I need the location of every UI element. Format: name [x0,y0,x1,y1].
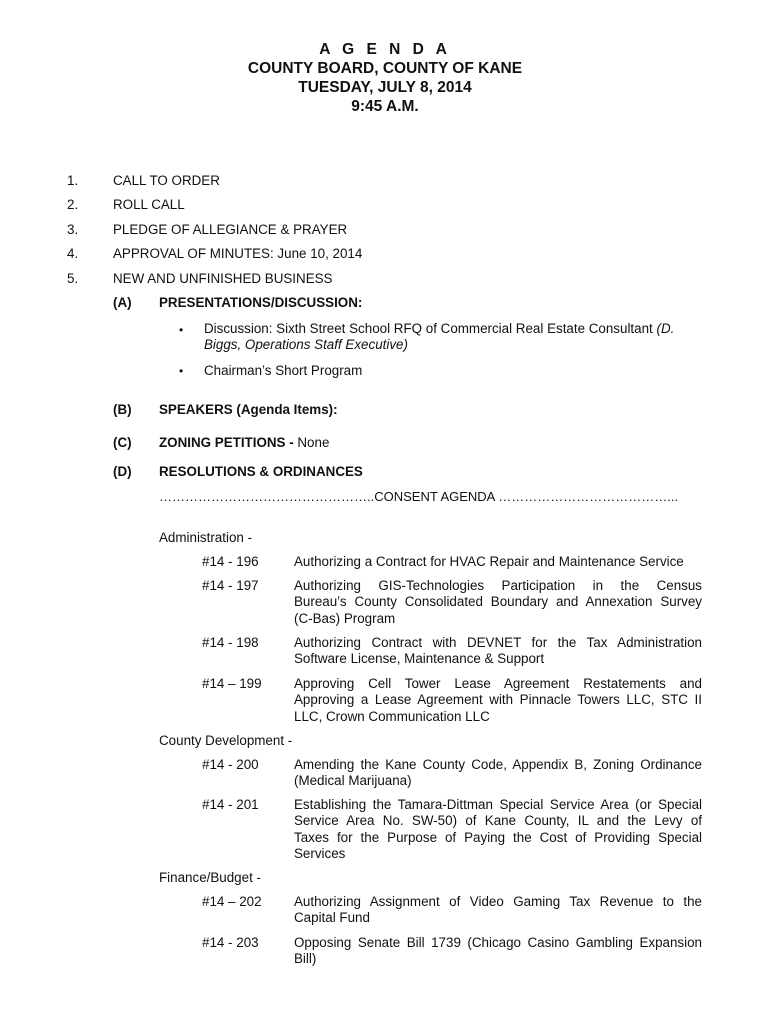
description-line: Approving a Lease Agreement with Pinnacle Towers LLC, STC II [294,692,702,708]
item-number: 2. [67,197,79,212]
consent-agenda-heading: …………………………………………..CONSENT AGENDA …………………………………... [159,489,679,504]
description-line: (C-Bas) Program [294,610,396,626]
description-line: Bureau’s County Consolidated Boundary and Annexation Survey [294,594,702,610]
description-line: LLC, Crown Communication LLC [294,708,490,724]
category-label: County Development - [159,733,293,748]
description-line: Establishing the Tamara-Dittman Special Service Area (or Special [294,797,702,812]
item-text: ROLL CALL [113,197,185,212]
description-line: (Medical Marijuana) [294,773,412,789]
description-line: Opposing Senate Bill 1739 (Chicago Casino Gambling Expansion [294,935,702,950]
item-text: NEW AND UNFINISHED BUSINESS [113,271,333,286]
subsection-letter: (B) [113,402,132,417]
description-line: Software License, Maintenance & Support [294,651,545,667]
resolution-description [294,757,702,790]
resolution-description [294,894,702,927]
item-text: PLEDGE OF ALLEGIANCE & PRAYER [113,222,348,237]
board-name: COUNTY BOARD, COUNTY OF KANE [247,60,523,77]
subsection-letter: (A) [113,295,132,310]
zoning-petitions [159,435,329,451]
item-text: CALL TO ORDER [113,173,220,188]
resolution-number: #14 - 201 [202,797,259,812]
resolution-number: #14 - 197 [202,578,259,593]
resolution-number: #14 – 202 [202,894,262,909]
resolution-description [294,554,702,570]
resolution-number: #14 - 203 [202,935,259,950]
category-label: Finance/Budget - [159,870,261,885]
description-line: Capital Fund [294,910,370,926]
agenda-title: A G E N D A [319,41,451,58]
subsection-title: SPEAKERS (Agenda Items): [159,402,338,417]
description-line: Amending the Kane County Code, Appendix B, Zoning Ordinance [294,757,702,772]
bullet-item-discussion [204,321,704,337]
item-number: 4. [67,246,79,261]
meeting-date: TUESDAY, JULY 8, 2014 [298,79,472,96]
subsection-title: PRESENTATIONS/DISCUSSION: [159,295,363,310]
bullet-text: Chairman’s Short Program [204,363,363,378]
resolution-number: #14 - 200 [202,757,259,772]
item-text: APPROVAL OF MINUTES: June 10, 2014 [113,246,363,261]
bullet-icon: • [179,364,184,378]
item-number: 5. [67,271,79,286]
bullet-text-italic: Biggs, Operations Staff Executive) [204,337,408,352]
description-line: Taxes for the Purpose of Paying the Cost of Providing Special [294,829,702,845]
item-number: 3. [67,222,79,237]
resolution-description [294,635,702,668]
description-line: Approving Cell Tower Lease Agreement Restatements and [294,676,702,691]
resolution-description [294,935,702,968]
description-line: Services [294,845,346,861]
category-label: Administration - [159,530,253,545]
description-line: Authorizing a Contract for HVAC Repair and Maintenance Service [294,554,684,569]
meeting-time: 9:45 A.M. [351,98,419,115]
description-line: Authorizing GIS-Technologies Participation in the Census [294,578,702,593]
subsection-letter: (C) [113,435,132,450]
subsection-title: ZONING PETITIONS - [159,435,298,450]
bullet-text: Discussion: Sixth Street School RFQ of Commercial Real Estate Consultant [204,321,657,336]
bullet-text-italic: (D. [656,321,675,336]
resolution-number: #14 - 198 [202,635,259,650]
resolution-number: #14 - 196 [202,554,259,569]
description-line: Service Area No. SW-50) of Kane County, IL and the Levy of [294,813,702,829]
resolution-description [294,578,702,627]
resolution-description [294,797,702,862]
subsection-title: RESOLUTIONS & ORDINANCES [159,464,363,479]
description-line: Authorizing Contract with DEVNET for the Tax Administration [294,635,702,650]
resolution-number: #14 – 199 [202,676,262,691]
item-number: 1. [67,173,79,188]
agenda-header [0,40,770,116]
subsection-suffix: None [297,435,330,450]
description-line: Bill) [294,951,317,967]
bullet-icon: • [179,323,184,337]
resolution-description [294,676,702,725]
subsection-letter: (D) [113,464,132,479]
description-line: Authorizing Assignment of Video Gaming Tax Revenue to the [294,894,702,909]
